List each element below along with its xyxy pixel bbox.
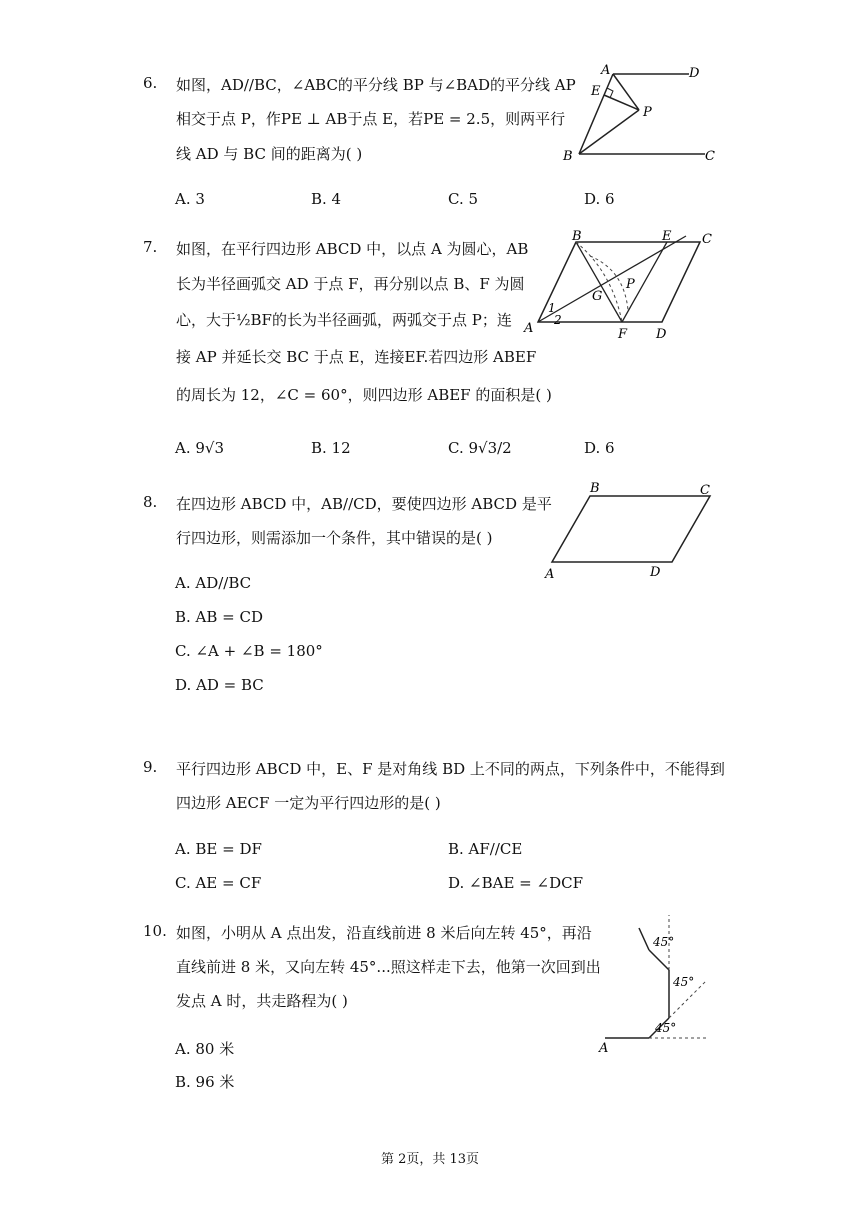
question-text-line: 的周长为 12，∠C = 60°，则四边形 ABEF 的面积是( )	[176, 386, 552, 404]
option-d: D. ∠BAE = ∠DCF	[448, 874, 583, 892]
question-text-line: 平行四边形 ABCD 中，E、F 是对角线 BD 上不同的两点，下列条件中，不能得到	[176, 760, 725, 778]
option-c: C. ∠A + ∠B = 180°	[175, 642, 323, 660]
angle-label: 45°	[653, 935, 675, 949]
question-text-line: 如图，在平行四边形 ABCD 中，以点 A 为圆心，AB	[176, 240, 529, 258]
option-c: C. 5	[448, 190, 479, 208]
label-g: G	[592, 289, 603, 304]
label-c: C	[705, 149, 715, 164]
label-b: B	[590, 481, 600, 496]
label-d: D	[650, 565, 661, 580]
option-c: C. 9√3/2	[448, 439, 512, 457]
label-p: P	[626, 277, 635, 292]
label-b: B	[563, 149, 573, 164]
label-a: A	[599, 1041, 609, 1055]
question-text-line: 如图，AD//BC，∠ABC的平分线 BP 与∠BAD的平分线 AP	[176, 76, 576, 94]
angle-2-label: 2	[554, 313, 562, 327]
question-number: 7.	[143, 238, 158, 256]
option-b: B. AB = CD	[175, 608, 264, 626]
option-a: A. BE = DF	[175, 840, 262, 858]
label-p: P	[643, 105, 652, 120]
label-a: A	[545, 567, 555, 582]
question-text-line: 在四边形 ABCD 中，AB//CD，要使四边形 ABCD 是平	[176, 495, 552, 513]
option-b: B. 12	[311, 439, 351, 457]
label-d: D	[656, 327, 667, 342]
question-text-line: 如图，小明从 A 点出发，沿直线前进 8 米后向左转 45°，再沿	[176, 924, 592, 942]
angle-1-label: 1	[548, 301, 556, 315]
angle-label: 45°	[673, 975, 695, 989]
label-f: F	[618, 327, 628, 342]
option-a: A. 9√3	[175, 439, 225, 457]
label-b: B	[572, 229, 582, 244]
question-text-line: 心，大于½BF的长为半径画弧，两弧交于点 P；连	[176, 311, 512, 329]
option-d: D. AD = BC	[175, 676, 264, 694]
option-b: B. 96 米	[175, 1073, 235, 1091]
label-e: E	[591, 84, 601, 99]
label-c: C	[700, 483, 710, 498]
figure-q6	[555, 60, 730, 168]
label-a: A	[601, 63, 611, 78]
option-d: D. 6	[584, 190, 615, 208]
option-b: B. AF//CE	[448, 840, 523, 858]
question-number: 10.	[143, 922, 167, 940]
option-d: D. 6	[584, 439, 615, 457]
question-text-line: 接 AP 并延长交 BC 于点 E，连接EF.若四边形 ABEF	[176, 348, 537, 366]
option-a: A. AD//BC	[175, 574, 252, 592]
question-text-line: 线 AD 与 BC 间的距离为( )	[176, 145, 363, 163]
question-text-line: 长为半径画弧交 AD 于点 F，再分别以点 B、F 为圆	[176, 275, 525, 293]
question-text-line: 发点 A 时，共走路程为( )	[176, 992, 348, 1010]
question-text-line: 四边形 AECF 一定为平行四边形的是( )	[176, 794, 441, 812]
option-b: B. 4	[311, 190, 342, 208]
label-e: E	[662, 229, 672, 244]
question-number: 8.	[143, 493, 158, 511]
figure-q8	[540, 478, 720, 583]
question-number: 6.	[143, 74, 158, 92]
figure-q10	[595, 910, 725, 1055]
option-c: C. AE = CF	[175, 874, 262, 892]
angle-label: 45°	[655, 1021, 677, 1035]
question-text-line: 行四边形，则需添加一个条件，其中错误的是( )	[176, 529, 493, 547]
label-a: A	[524, 321, 534, 336]
page-footer: 第 2页，共 13页	[380, 1152, 480, 1167]
question-number: 9.	[143, 758, 158, 776]
question-text-line: 相交于点 P，作PE ⊥ AB于点 E，若PE = 2.5，则两平行	[176, 110, 566, 128]
label-c: C	[702, 232, 712, 247]
option-a: A. 80 米	[175, 1040, 235, 1058]
label-d: D	[689, 66, 700, 81]
figure-q7	[520, 228, 720, 343]
question-text-line: 直线前进 8 米，又向左转 45°...照这样走下去，他第一次回到出	[176, 958, 601, 976]
option-a: A. 3	[175, 190, 205, 208]
